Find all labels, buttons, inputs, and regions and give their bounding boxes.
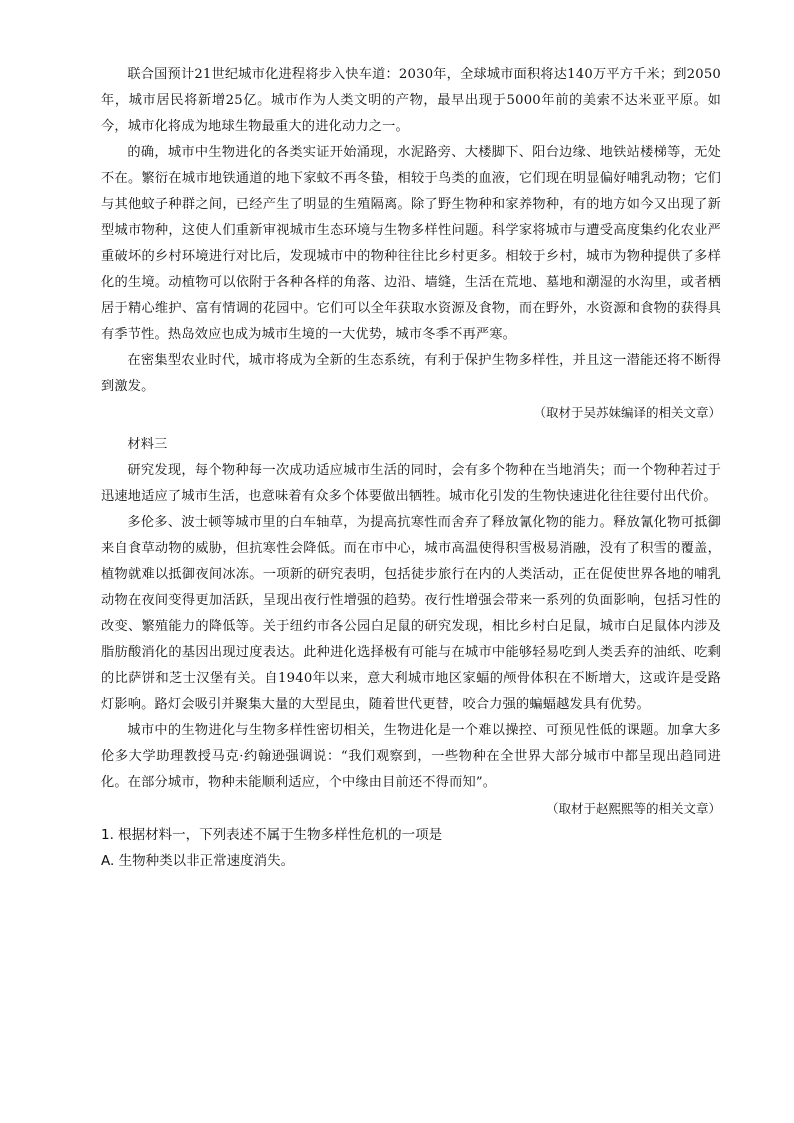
material3-paragraph-3: 城市中的生物进化与生物多样性密切相关，生物进化是一个难以操控、可预见性低的课题。加拿大多伦多大学助理教授马克·约翰逊强调说：“我们观察到，一些物种在全世界大部分城市中都呈现出趋同进化。在部分城市，物种未能顺利适应，个中缘由目前还不得而知”。 [101,723,721,790]
material2-paragraph-1: 联合国预计21世纪城市化进程将步入快车道：2030年，全球城市面积将达140万平方千米；到2050年，城市居民将新增25亿。城市作为人类文明的产物，最早出现于5000年前的美索不达米亚平原。如今，城市化将成为地球生物最重大的进化动力之一。 [101,67,722,134]
document-page [101,62,721,874]
material3-paragraph-2: 多伦多、波士顿等城市里的白车轴草，为提高抗寒性而舍弃了释放氰化物的能力。释放氰化物可抵御来自食草动物的威胁，但抗寒性会降低。而在市中心，城市高温使得积雪极易消融，没有了积雪的覆盖，植物就难以抵御夜间冰冻。一项新的研究表明，包括徒步旅行在内的人类活动，正在促使世界各地的哺乳动物在夜间变得更加活跃，呈现出夜行性增强的趋势。夜行性增强会带来一系列的负面影响，包括习性的改变、繁殖能力的降低等。关于纽约市各公园白足鼠的研究发现，相比乡村白足鼠，城市白足鼠体内涉及脂肪酸消化的基因出现过度表达。此种进化选择极有可能与在城市中能够轻易吃到人类丢弃的油纸、吃剩的比萨饼和芝士汉堡有关。自1940年以来，意大利城市地区家蝠的颅骨体积在不断增大，这或许是受路灯影响。路灯会吸引并聚集大量的大型昆虫，随着世代更替，咬合力强的蝙蝠越发具有优势。 [101,515,721,712]
material2-paragraph-3: 在密集型农业时代，城市将成为全新的生态系统，有利于保护生物多样性，并且这一潜能还将不断得到激发。 [101,353,721,394]
material2-paragraph-2: 的确，城市中生物进化的各类实证开始涌现，水泥路旁、大楼脚下、阳台边缘、地铁站楼梯等，无处不在。繁衍在城市地铁通道的地下家蚊不再冬蛰，相较于鸟类的血液，它们现在明显偏好哺乳动物；它们与其他蚊子种群之间，已经产生了明显的生殖隔离。除了野生物种和家养物种，有的地方如今又出现了新型城市物种，这使人们重新审视城市生态环境与生物多样性问题。科学家将城市与遭受高度集约化农业严重破坏的乡村环境进行对比后，发现城市中的物种往往比乡村更多。相较于乡村，城市为物种提供了多样化的生境。动植物可以依附于各种各样的角落、边沿、墙缝，生活在荒地、墓地和潮湿的水沟里，或者栖居于精心维护、富有情调的花园中。它们可以全年获取水资源及食物，而在野外，水资源和食物的获得具有季节性。热岛效应也成为城市生境的一大优势，城市冬季不再严寒。 [101,145,721,342]
question-stem: 1. 根据材料一，下列表述不属于生物多样性危机的一项是 [101,827,443,843]
material3-heading: 材料三 [127,437,168,452]
material3-paragraph-1: 研究发现，每个物种每一次成功适应城市生活的同时，会有多个物种在当地消失；而一个物种若过于迅速地适应了城市生活，也意味着有众多个体要做出牺牲。城市化引发的生物快速进化往往要付出代价。 [101,463,721,504]
material2-source: （取材于吴苏妹编译的相关文章） [533,405,721,420]
material3-source: （取材于赵熙熙等的相关文章） [545,801,721,816]
question-option-a: A. 生物种类以非正常速度消失。 [101,853,295,869]
